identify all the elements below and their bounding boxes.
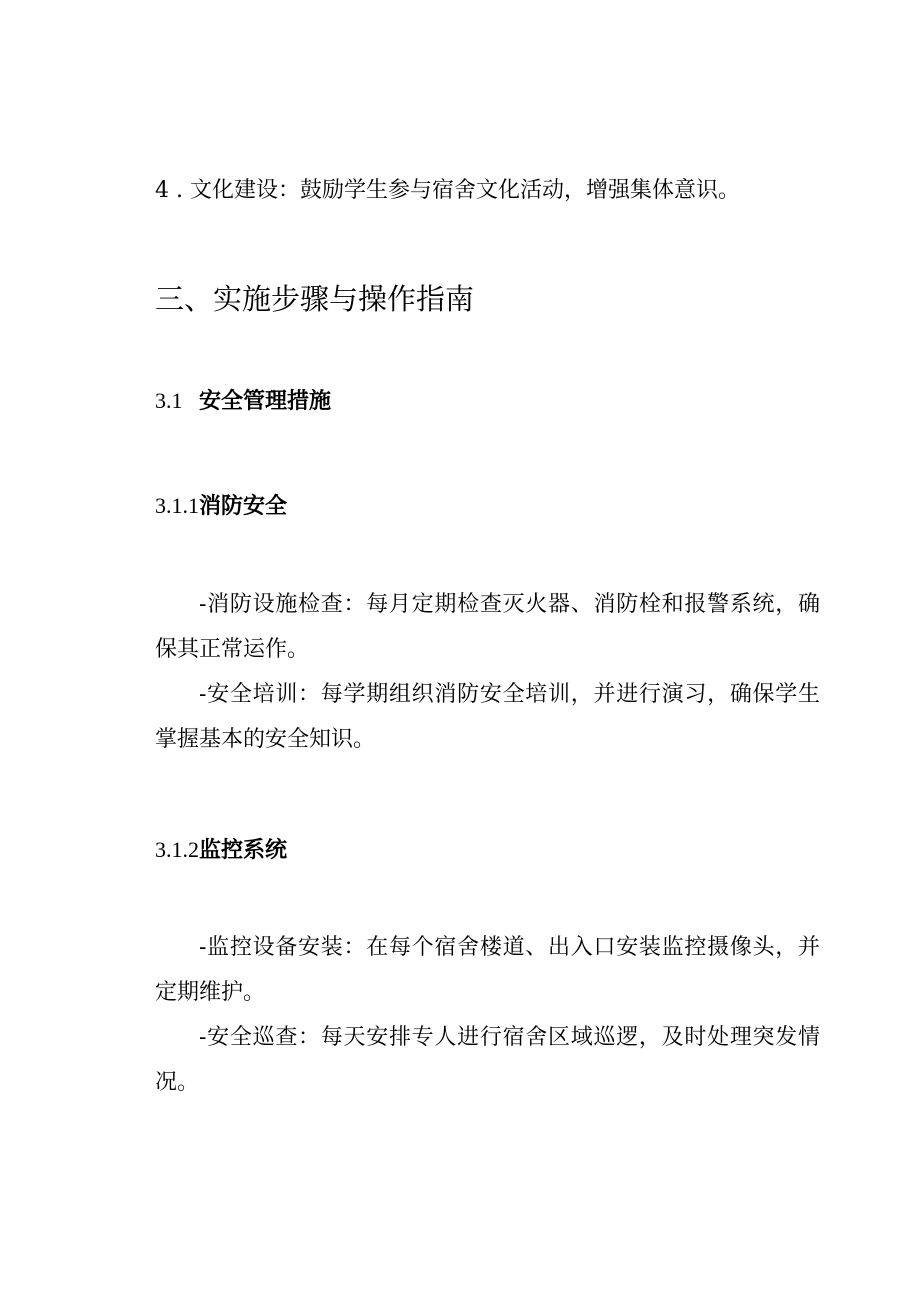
fire-facility-check-item: -消防设施检查：每月定期检查灭火器、消防栓和报警系统，确保其正常运作。 — [155, 592, 820, 662]
safety-patrol-item: -安全巡查：每天安排专人进行宿舍区域巡逻，及时处理突发情况。 — [155, 1025, 820, 1095]
fire-safety-title: 消防安全 — [199, 494, 288, 519]
monitoring-heading — [155, 835, 287, 866]
safety-training-item: -安全培训：每学期组织消防安全培训，并进行演习，确保学生掌握基本的安全知识。 — [155, 682, 820, 752]
monitoring-number: 3.1.2 — [155, 837, 199, 862]
section-heading: 三、实施步骤与操作指南 — [155, 282, 475, 316]
camera-install-item: -监控设备安装：在每个宿舍楼道、出入口安装监控摄像头，并定期维护。 — [155, 935, 820, 1005]
subsection-heading — [155, 386, 331, 417]
monitoring-title: 监控系统 — [199, 838, 288, 863]
subsection-title: 安全管理措施 — [199, 389, 332, 414]
subsection-number: 3.1 — [155, 388, 183, 413]
fire-safety-number: 3.1.1 — [155, 493, 199, 518]
list-item-culture-building: 4 . 文化建设：鼓励学生参与宿舍文化活动，增强集体意识。 — [155, 178, 740, 203]
fire-safety-heading — [155, 491, 287, 522]
